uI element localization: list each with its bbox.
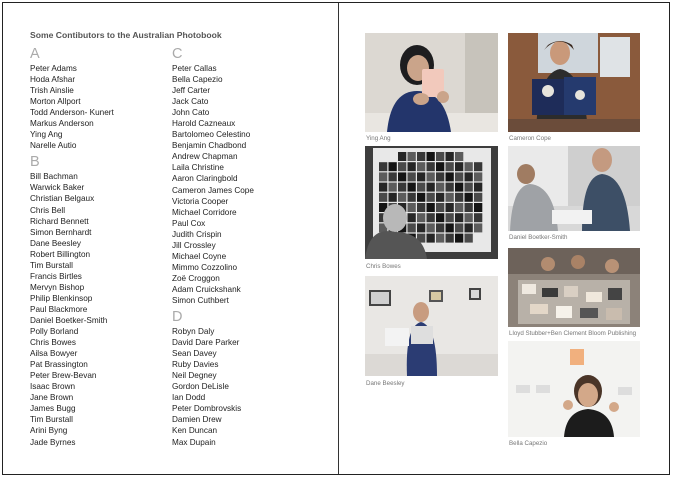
contributor-name: Mimmo Cozzolino bbox=[172, 262, 238, 272]
contributor-name: Cameron James Cope bbox=[172, 185, 254, 195]
photo-caption: Ying Ang bbox=[366, 135, 391, 142]
contributor-name: Gordon DeLisle bbox=[172, 382, 229, 392]
contributor-name: Ailsa Bowyer bbox=[30, 349, 78, 359]
contributor-name: Simon Bernhardt bbox=[30, 227, 92, 237]
photo-chris-bowes bbox=[365, 146, 498, 259]
contributor-name: Jill Crossley bbox=[172, 240, 216, 250]
contributor-name: Robyn Daly bbox=[172, 327, 215, 337]
contributor-name: Richard Bennett bbox=[30, 216, 89, 226]
contributor-name: Todd Anderson- Kunert bbox=[30, 108, 114, 118]
contributor-name: Ying Ang bbox=[30, 130, 63, 140]
contributor-name: Laila Christine bbox=[172, 163, 224, 173]
contributor-name: Isaac Brown bbox=[30, 382, 76, 392]
contributor-name: Simon Cuthbert bbox=[172, 295, 229, 305]
contributor-name: Benjamin Chadbond bbox=[172, 141, 247, 151]
contributor-name: Polly Borland bbox=[30, 327, 79, 337]
contributor-name: Jeff Carter bbox=[172, 86, 211, 96]
contributor-name: Ruby Davies bbox=[172, 360, 219, 370]
photo-cameron-cope bbox=[508, 33, 640, 132]
contributor-name: Victoria Cooper bbox=[172, 196, 229, 206]
contributor-name: John Cato bbox=[172, 108, 210, 118]
contributor-name: Pat Brassington bbox=[30, 360, 88, 370]
contributor-name: Christian Belgaux bbox=[30, 194, 95, 204]
contributor-name: David Dare Parker bbox=[172, 338, 240, 348]
contributor-name: Morton Allport bbox=[30, 97, 81, 107]
photo-caption: Chris Bowes bbox=[366, 263, 401, 270]
contributor-name: Harold Cazneaux bbox=[172, 119, 236, 129]
contributor-name: Bill Bachman bbox=[30, 172, 78, 182]
contributor-name: James Bugg bbox=[30, 404, 76, 414]
contributor-name: Markus Anderson bbox=[30, 119, 94, 129]
contributor-name: Tim Burstall bbox=[30, 260, 73, 270]
section-letter: B bbox=[30, 154, 40, 171]
contributors-column-2 bbox=[172, 47, 322, 448]
section-letter: D bbox=[172, 309, 183, 326]
contributor-name: Mervyn Bishop bbox=[30, 282, 85, 292]
contributor-name: Peter Adams bbox=[30, 64, 77, 73]
contributor-name: Sean Davey bbox=[172, 349, 217, 359]
photo-dane-beesley bbox=[365, 276, 498, 376]
photo-bella-capezio bbox=[508, 341, 640, 437]
photo-ying-ang bbox=[365, 33, 498, 132]
contributor-name: Bartolomeo Celestino bbox=[172, 130, 251, 140]
contributor-name: Dane Beesley bbox=[30, 238, 81, 248]
contributor-name: Chris Bell bbox=[30, 205, 66, 215]
contributor-name: Robert Billington bbox=[30, 249, 91, 259]
contributor-name: Hoda Afshar bbox=[30, 75, 76, 85]
contributor-name: Michael Coyne bbox=[172, 251, 227, 261]
contributor-name: Neil Degney bbox=[172, 371, 217, 381]
contributor-name: Warwick Baker bbox=[30, 183, 85, 193]
photo-lloyd-stubber-ben-clement bbox=[508, 248, 640, 327]
contributors-column-1 bbox=[30, 47, 180, 448]
contributor-name: Chris Bowes bbox=[30, 338, 76, 348]
contributor-name: Ken Duncan bbox=[172, 426, 218, 436]
contributor-name: Philip Blenkinsop bbox=[30, 293, 93, 303]
contributor-name: Paul Blackmore bbox=[30, 304, 88, 314]
contributor-name: Paul Cox bbox=[172, 218, 206, 228]
photo-caption: Cameron Cope bbox=[509, 135, 551, 142]
contributor-name: Arini Byng bbox=[30, 426, 68, 436]
photo-caption: Daniel Boetker-Smith bbox=[509, 234, 568, 241]
contributor-name: Zoë Croggon bbox=[172, 273, 220, 283]
contributor-name: Peter Callas bbox=[172, 64, 217, 73]
contributor-name: Michael Corridore bbox=[172, 207, 237, 217]
contributor-name: Jane Brown bbox=[30, 393, 74, 403]
photo-caption: Lloyd Stubber+Ben Clement Bloom Publishing bbox=[509, 330, 637, 337]
contributor-name: Francis Birtles bbox=[30, 271, 82, 281]
photo-caption: Bella Capezio bbox=[509, 440, 548, 447]
contributor-name: Daniel Boetker-Smith bbox=[30, 315, 108, 325]
contributor-name: Tim Burstall bbox=[30, 415, 73, 425]
section-letter: A bbox=[30, 46, 40, 62]
photo-daniel-boetker-smith bbox=[508, 146, 640, 231]
contributor-name: Andrew Chapman bbox=[172, 152, 238, 162]
contributor-name: Max Dupain bbox=[172, 437, 216, 447]
contributor-name: Aaron Claringbold bbox=[172, 174, 238, 184]
contributor-name: Judith Crispin bbox=[172, 229, 222, 239]
contributor-name: Jade Byrnes bbox=[30, 437, 76, 447]
contributor-name: Narelle Autio bbox=[30, 141, 77, 151]
contributor-name: Ian Dodd bbox=[172, 393, 206, 403]
contributor-name: Damien Drew bbox=[172, 415, 222, 425]
photo-caption: Dane Beesley bbox=[366, 380, 405, 387]
contributor-name: Adam Cruickshank bbox=[172, 284, 241, 294]
contributor-name: Trish Ainslie bbox=[30, 86, 74, 96]
section-letter: C bbox=[172, 46, 183, 62]
contributor-name: Peter Brew-Bevan bbox=[30, 371, 97, 381]
book-spine bbox=[338, 3, 339, 474]
contributor-name: Bella Capezio bbox=[172, 75, 223, 85]
contributor-name: Jack Cato bbox=[172, 97, 209, 107]
contributor-name: Peter Dombrovskis bbox=[172, 404, 242, 414]
page-heading: Some Contibutors to the Australian Photobook bbox=[30, 30, 222, 40]
